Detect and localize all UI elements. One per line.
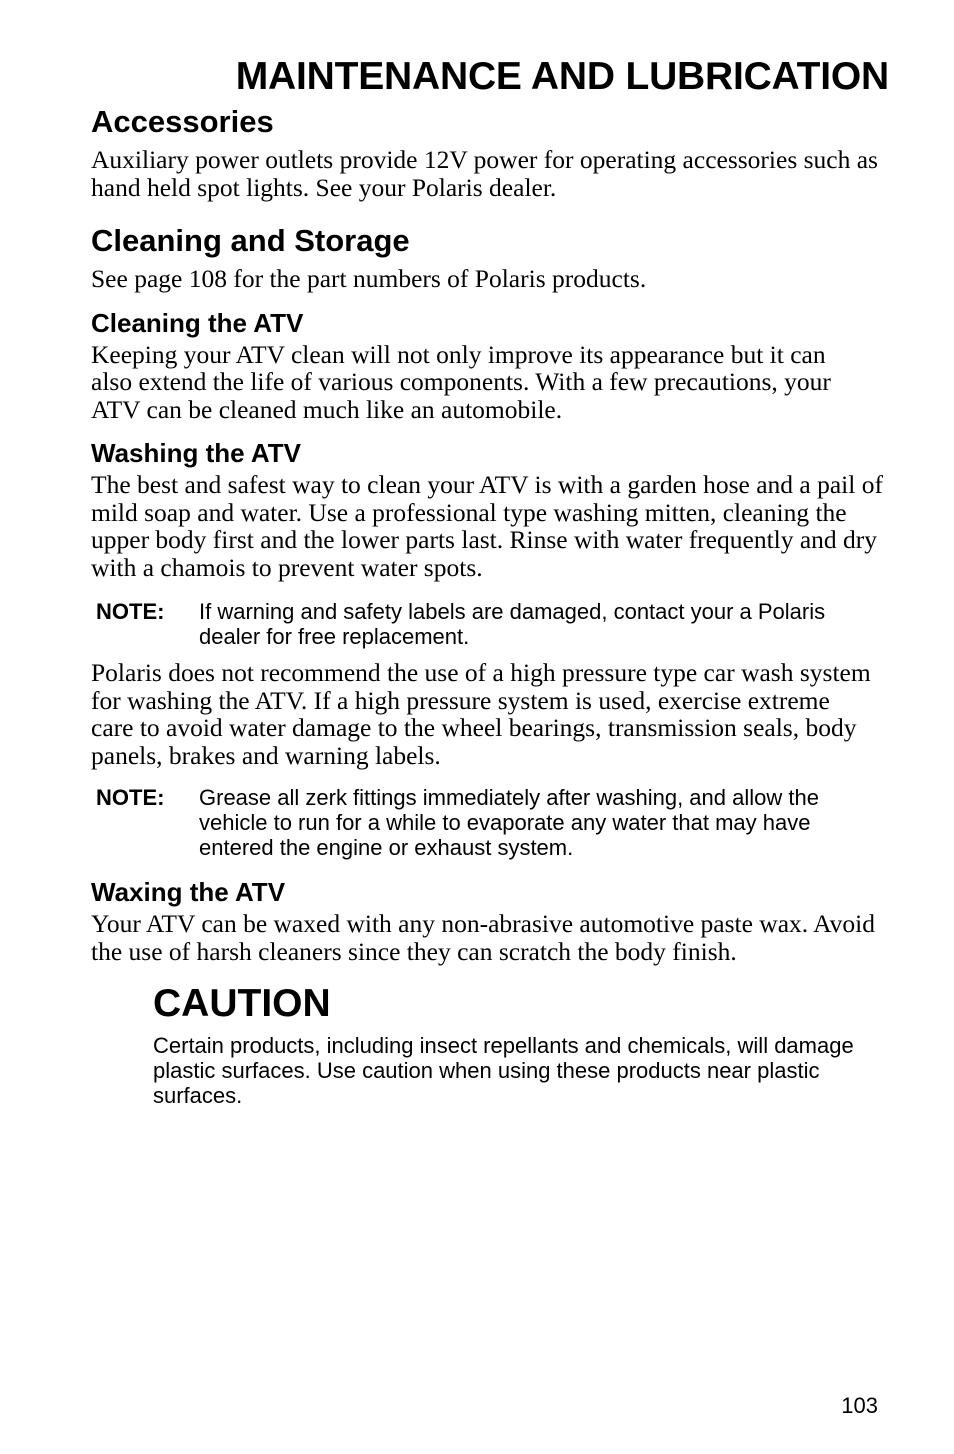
note-grease — [91, 785, 891, 860]
page-content — [91, 52, 891, 1108]
note-label: NOTE: — [96, 599, 165, 624]
cleaning-storage-body: See page 108 for the part numbers of Polaris products. — [91, 264, 647, 293]
cleaning-storage-section — [91, 221, 891, 293]
accessories-body: Auxiliary power outlets provide 12V power for operating accessories such as hand held spot lights. See your Polaris dealer. — [91, 145, 878, 202]
note-labels — [91, 599, 891, 649]
note-label: NOTE: — [96, 785, 165, 810]
waxing-atv-heading: Waxing the ATV — [91, 877, 286, 907]
note-text: If warning and safety labels are damaged, contact your a Polaris dealer for free replacement. — [199, 599, 826, 649]
accessories-heading: Accessories — [91, 104, 274, 139]
cleaning-atv-heading: Cleaning the ATV — [91, 307, 304, 338]
washing-atv-heading: Washing the ATV — [91, 438, 301, 468]
waxing-atv-section — [91, 876, 891, 965]
washing-atv-section — [91, 437, 891, 860]
caution-block — [153, 981, 891, 1108]
chapter-title: MAINTENANCE AND LUBRICATION — [235, 55, 889, 98]
caution-title: CAUTION — [153, 982, 331, 1025]
cleaning-atv-section — [91, 307, 891, 424]
accessories-section — [91, 102, 891, 201]
high-pressure-body: Polaris does not recommend the use of a high pressure type car wash system for washing the ATV. If a high pressure system is used, exercise extreme care to avoid water damage to the wheel bearings, transmission seals, body panels, brakes and warning labels. — [91, 658, 871, 770]
page-number: 103 — [841, 1393, 878, 1418]
cleaning-atv-body: Keeping your ATV clean will not only improve its appearance but it can also extend the life of various components. With a few precautions, your ATV can be cleaned much like an automobile. — [91, 339, 831, 424]
waxing-atv-body: Your ATV can be waxed with any non-abrasive automotive paste wax. Avoid the use of harsh cleaners since they can scratch the body finish. — [91, 909, 875, 966]
note-text: Grease all zerk fittings immediately after washing, and allow the vehicle to run for a while to evaporate any water that may have entered the engine or exhaust system. — [199, 785, 819, 860]
washing-atv-body: The best and safest way to clean your ATV is with a garden hose and a pail of mild soap and water. Use a professional type washing mitten, cleaning the upper body first and the lower parts last. Rinse with water frequently and dry with a chamois to prevent water spots. — [91, 470, 883, 582]
caution-text: Certain products, including insect repellants and chemicals, will damage plastic surfaces. Use caution when using these products near plastic surfaces. — [153, 1033, 854, 1108]
cleaning-storage-heading: Cleaning and Storage — [91, 223, 410, 258]
